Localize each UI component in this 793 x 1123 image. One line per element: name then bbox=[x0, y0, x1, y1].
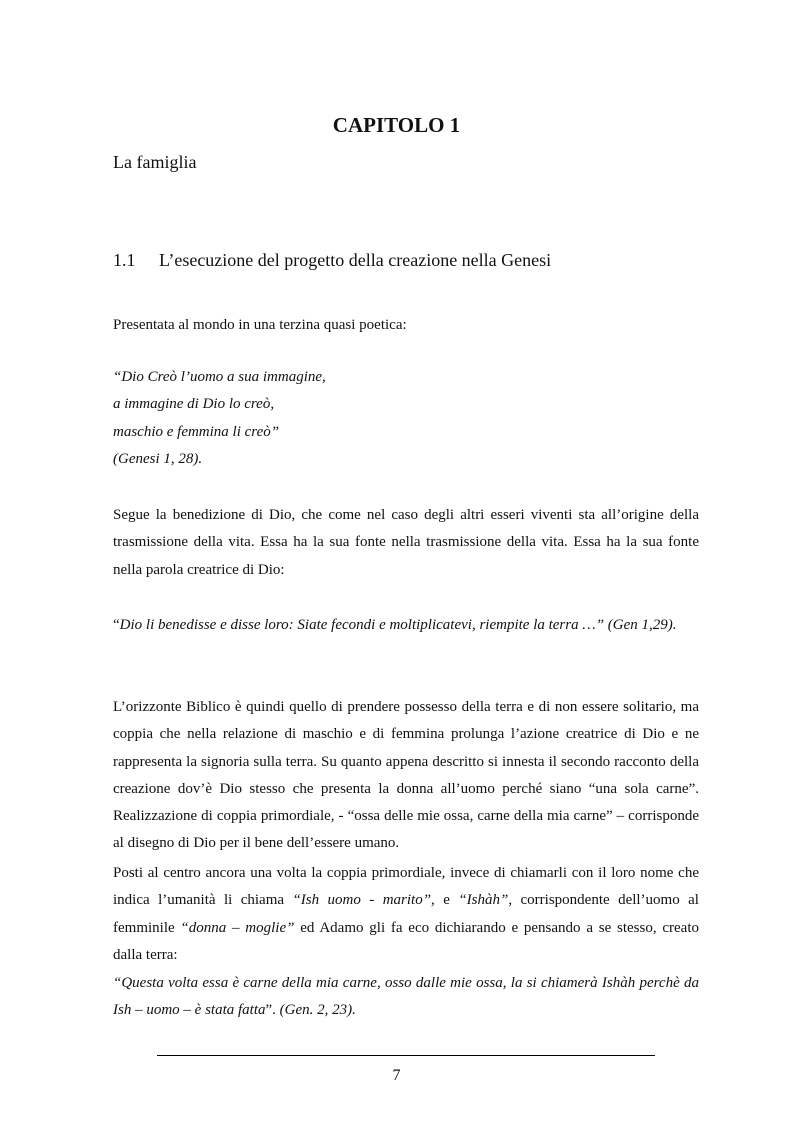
paragraph-blessing: Segue la benedizione di Dio, che come nel caso degli altri esseri viventi sta all’origine della trasmissione della vita. Essa ha la sua fonte nella trasmissione della vita. Essa ha la sua fonte nella parola creatrice di Dio: bbox=[113, 507, 699, 578]
page-number: 7 bbox=[392, 1067, 401, 1084]
section-title: L’esecuzione del progetto della creazione nella Genesi bbox=[159, 250, 552, 270]
quote-ishah-reference: (Gen. 2, 23). bbox=[279, 1002, 356, 1019]
term-donna-moglie: “donna – moglie” bbox=[180, 919, 295, 936]
genesis-poem bbox=[113, 364, 699, 473]
quote-ishah-text: “Questa volta essa è carne della mia carne, osso dalle mie ossa, la si chiamerà Ishàh perchè da Ish – uomo – è stata fatta bbox=[113, 975, 699, 1019]
paragraph-text: ed Adamo gli fa eco dichiarando e pensando a se stesso, creato dalla terra: bbox=[113, 919, 700, 963]
paragraph-text: e bbox=[434, 892, 459, 909]
poem-line-2: a immagine di Dio lo creò, bbox=[113, 396, 275, 413]
section-heading bbox=[113, 250, 551, 271]
poem-line-1: “Dio Creò l’uomo a sua immagine, bbox=[113, 369, 326, 385]
paragraph-text: Posti al centro ancora una volta la coppia primordiale, invece di chiamarli con il loro nome che indica l’umanità li chiama bbox=[113, 865, 699, 909]
footer-divider bbox=[157, 1055, 655, 1056]
paragraph-horizon: L’orizzonte Biblico è quindi quello di prendere possesso della terra e di non essere solitario, ma coppia che nella relazione di maschio e di femmina prolunga l’azione creatrice di Dio e ne rappresenta la signoria sulla terra. Su quanto appena descritto si innesta il secondo racconto della creazione dov’è Dio stesso che presenta la donna all’uomo perché siano “una sola carne”. Realizzazione di coppia primordiale, - “ossa delle mie ossa, carne della mia carne” – corrisponde al disegno di Dio per il bene dell’essere umano. bbox=[113, 699, 699, 852]
quote-open-mark: “ bbox=[113, 617, 120, 633]
quote-ishah-close: ”. bbox=[265, 1002, 280, 1019]
poem-line-3: maschio e femmina li creò” bbox=[113, 423, 280, 440]
chapter-title: CAPITOLO 1 bbox=[332, 113, 461, 137]
quote-blessing-text: Dio li benedisse e disse loro: Siate fecondi e moltiplicatevi, riempite la terra …” (Gen 1,29). bbox=[119, 617, 677, 633]
poem-reference: (Genesi 1, 28). bbox=[113, 450, 203, 467]
term-ish: “Ish uomo - marito”, bbox=[292, 892, 435, 909]
chapter-subtitle: La famiglia bbox=[113, 152, 197, 172]
quote-blessing bbox=[113, 612, 699, 639]
paragraph-ish-ishah bbox=[113, 860, 699, 969]
intro-paragraph: Presentata al mondo in una terzina quasi poetica: bbox=[113, 317, 407, 333]
paragraph-text: corrispondente dell’uomo al femminile bbox=[113, 892, 699, 936]
section-number: 1.1 bbox=[113, 250, 136, 270]
quote-ishah bbox=[113, 970, 699, 1025]
term-ishah: “Ishàh”, bbox=[458, 892, 513, 909]
